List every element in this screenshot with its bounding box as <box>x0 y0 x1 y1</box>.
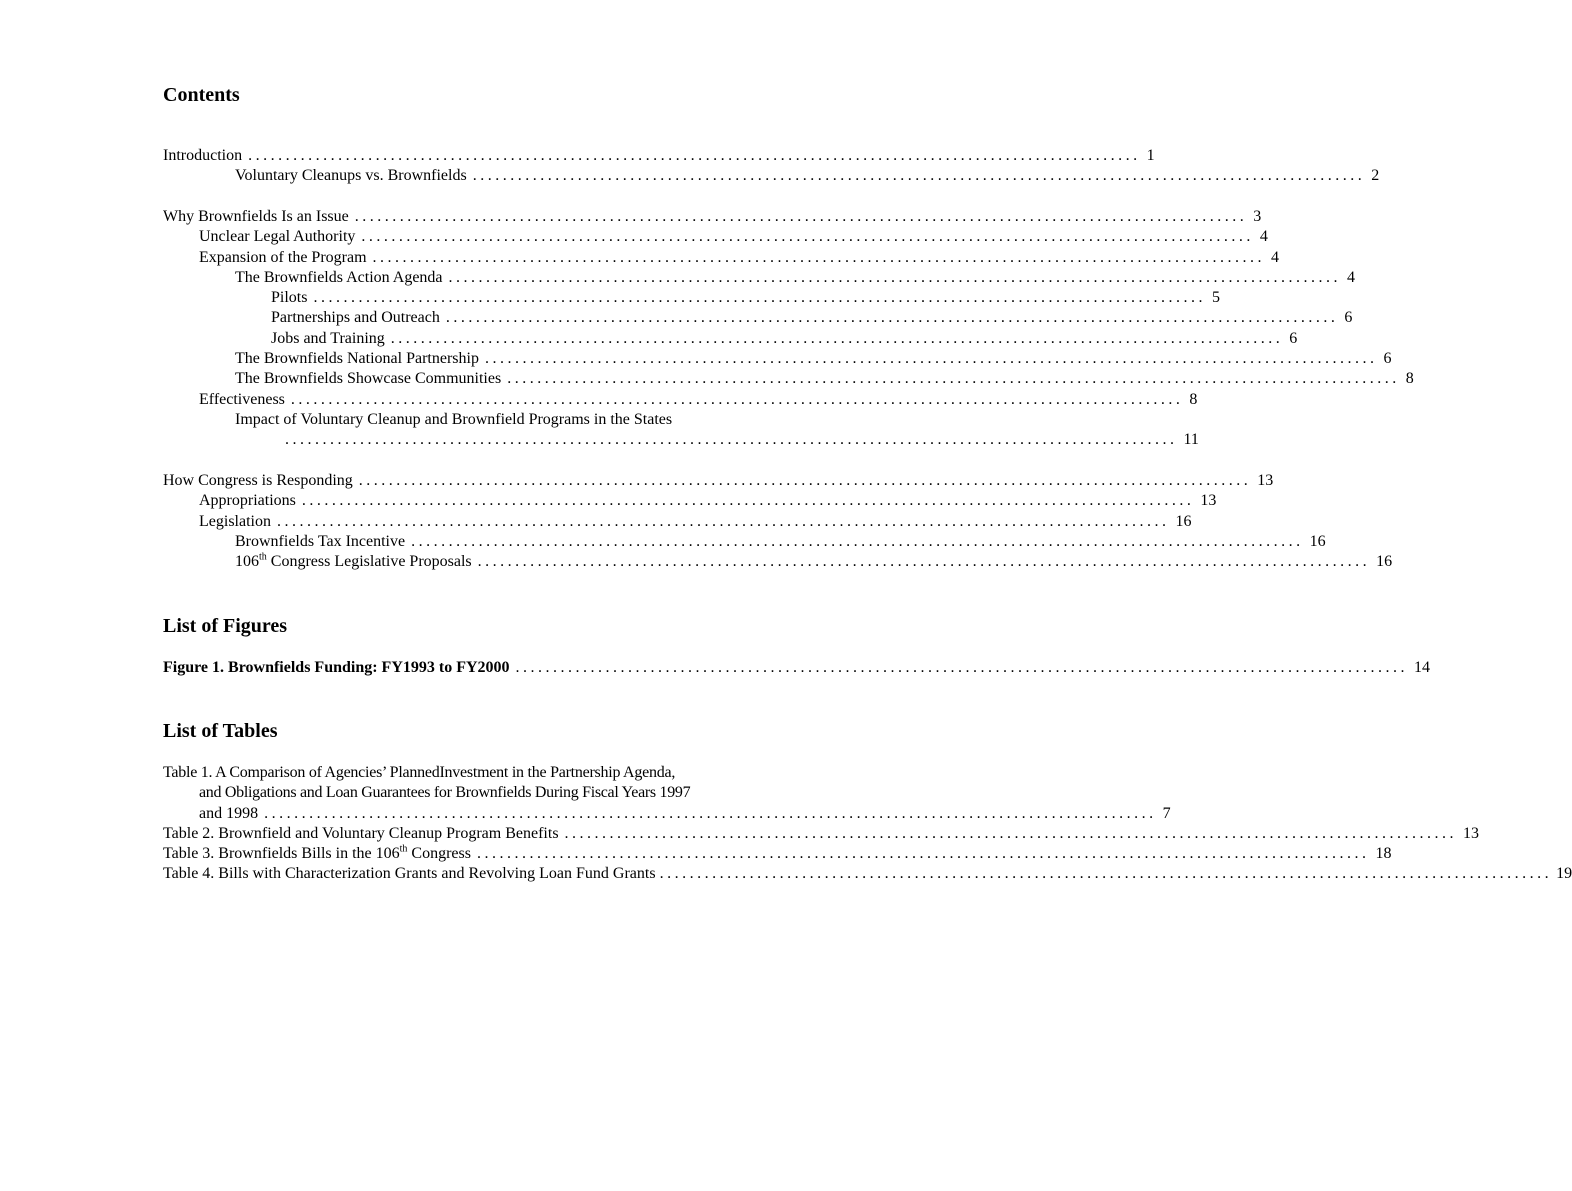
toc-entry-label: How Congress is Responding <box>163 472 353 489</box>
figure-entry-page: 14 <box>1414 659 1431 676</box>
toc-entry-page: 13 <box>1257 472 1274 489</box>
table-entry-label-line2: and Obligations and Loan Guarantees for Brownfields During Fiscal Years 1997 <box>199 784 691 802</box>
toc-entry-page: 16 <box>1309 532 1326 550</box>
leader-dots: ....................................................................................................................... <box>358 472 1252 489</box>
toc-entry-label: Why Brownfields Is an Issue <box>163 208 349 225</box>
leader-dots: ....................................................................................................................... <box>411 532 1304 550</box>
toc-entry-label: Unclear Legal Authority <box>199 228 356 246</box>
toc-entry-page: 4 <box>1347 268 1356 286</box>
figures-list <box>163 658 1431 678</box>
toc-entry[interactable] <box>163 369 1414 389</box>
tables-list <box>163 763 1572 885</box>
toc-entry-page: 16 <box>1175 512 1192 530</box>
toc-entry[interactable] <box>163 532 1326 552</box>
table-entry-page: 19 <box>1556 865 1572 883</box>
leader-dots: ....................................................................................................................... <box>445 309 1339 327</box>
table-entry-label: Table 4. Bills with Characterization Grants and Revolving Loan Fund Grants <box>163 865 656 883</box>
leader-dots: ....................................................................................................................... <box>354 208 1248 225</box>
toc-entry-page: 2 <box>1371 167 1380 185</box>
leader-dots: ....................................................................................................................... <box>564 824 1458 842</box>
toc-entry[interactable] <box>163 512 1192 532</box>
table-entry[interactable] <box>163 843 1392 864</box>
toc-entry-label: Jobs and Training <box>271 329 385 347</box>
toc-entry[interactable] <box>163 349 1392 369</box>
leader-dots: ....................................................................................................................... <box>477 553 1371 571</box>
toc-entry-page: 4 <box>1271 248 1280 266</box>
toc-group-congress <box>163 471 1393 572</box>
toc-entry[interactable] <box>163 227 1268 247</box>
leader-dots: ....................................................................................................................... <box>472 167 1366 185</box>
toc-entry[interactable] <box>163 166 1380 186</box>
toc-group-why-brownfields <box>163 207 1414 451</box>
toc-entry[interactable] <box>163 390 1198 410</box>
toc-entry-page: 6 <box>1289 329 1298 347</box>
toc-entry-page: 5 <box>1211 289 1220 307</box>
toc-entry-label: Legislation <box>199 512 271 530</box>
toc-group-introduction <box>163 146 1380 187</box>
toc-entry-page: 3 <box>1253 208 1262 225</box>
leader-dots: ....................................................................................................................... <box>276 512 1170 530</box>
figures-heading: List of Figures <box>163 615 288 637</box>
toc-entry-label: The Brownfields National Partnership <box>235 350 479 368</box>
toc-entry-label: 106th Congress Legislative Proposals <box>235 551 472 571</box>
leader-dots: ....................................................................................................................... <box>361 228 1254 246</box>
toc-entry[interactable] <box>163 329 1298 349</box>
leader-dots: ....................................................................................................................... <box>515 659 1409 676</box>
toc-entry-page: 13 <box>1200 492 1217 510</box>
toc-entry-page: 6 <box>1344 309 1353 327</box>
tables-heading: List of Tables <box>163 720 278 742</box>
toc-entry-page: 1 <box>1146 147 1155 164</box>
leader-dots: ....................................................................................................................... <box>248 147 1141 164</box>
toc-entry-label: Voluntary Cleanups vs. Brownfields <box>235 167 467 185</box>
leader-dots: ....................................................................................................................... <box>507 370 1400 388</box>
table-entry-label: Table 2. Brownfield and Voluntary Cleanup Program Benefits <box>163 824 559 842</box>
toc-entry-label: The Brownfields Action Agenda <box>235 268 443 286</box>
figure-entry[interactable] <box>163 658 1431 678</box>
toc-entry-page: 16 <box>1376 553 1393 571</box>
toc-entry-page: 6 <box>1383 350 1392 368</box>
toc-entry-label: Partnerships and Outreach <box>271 309 440 327</box>
leader-dots: ....................................................................................................................... <box>285 431 1178 449</box>
leader-dots: ....................................................................................................................... <box>313 289 1206 307</box>
table-entry-label-line1: Table 1. A Comparison of Agencies’ PlannedInvestment in the Partnership Agenda, <box>163 764 676 781</box>
table-entry[interactable] <box>163 864 1572 884</box>
table-entry-label-line3: and 1998 <box>199 804 259 822</box>
toc-entry[interactable] <box>163 491 1217 511</box>
table-entry-page: 13 <box>1463 824 1480 842</box>
toc-entry-label: Brownfields Tax Incentive <box>235 532 406 550</box>
toc-entry-label: Appropriations <box>199 492 296 510</box>
toc-entry[interactable] <box>163 288 1220 308</box>
figure-entry-label: Figure 1. Brownfields Funding: FY1993 to FY2000 <box>163 659 510 676</box>
leader-dots: ....................................................................................................................... <box>659 865 1553 883</box>
leader-dots: ....................................................................................................................... <box>372 248 1266 266</box>
toc-entry-page: 8 <box>1189 390 1198 408</box>
toc-entry-wrapped[interactable] <box>163 410 1199 451</box>
table-entry[interactable] <box>163 824 1480 844</box>
toc-entry-label: The Brownfields Showcase Communities <box>235 370 502 388</box>
toc-entry[interactable] <box>163 268 1356 288</box>
toc-entry-label: Effectiveness <box>199 390 285 408</box>
toc-entry[interactable] <box>163 471 1274 491</box>
table-entry-label: Table 3. Brownfields Bills in the 106th Congress <box>163 843 471 863</box>
leader-dots: ....................................................................................................................... <box>484 350 1378 368</box>
toc-entry-page: 11 <box>1183 431 1199 449</box>
toc-entry-page: 8 <box>1405 370 1414 388</box>
table-entry-wrapped[interactable] <box>163 763 1171 824</box>
toc-entry[interactable] <box>163 146 1155 166</box>
leader-dots: ....................................................................................................................... <box>290 390 1184 408</box>
leader-dots: ....................................................................................................................... <box>390 329 1284 347</box>
toc-entry-label: Pilots <box>271 289 308 307</box>
table-entry-page: 18 <box>1375 845 1392 863</box>
leader-dots: ....................................................................................................................... <box>476 845 1370 863</box>
toc-entry-label: Expansion of the Program <box>199 248 367 266</box>
toc-entry-label: Introduction <box>163 147 243 164</box>
table-entry-page: 7 <box>1162 804 1171 822</box>
contents-heading: Contents <box>163 84 240 106</box>
toc-entry[interactable] <box>163 248 1280 268</box>
toc-entry[interactable] <box>163 308 1353 328</box>
toc-entry-page: 4 <box>1259 228 1268 246</box>
leader-dots: ....................................................................................................................... <box>448 268 1342 286</box>
toc-entry[interactable] <box>163 207 1262 227</box>
leader-dots: ....................................................................................................................... <box>264 804 1157 822</box>
toc-entry-label: Impact of Voluntary Cleanup and Brownfield Programs in the States <box>235 410 673 428</box>
leader-dots: ....................................................................................................................... <box>301 492 1195 510</box>
toc-entry[interactable] <box>163 551 1393 572</box>
